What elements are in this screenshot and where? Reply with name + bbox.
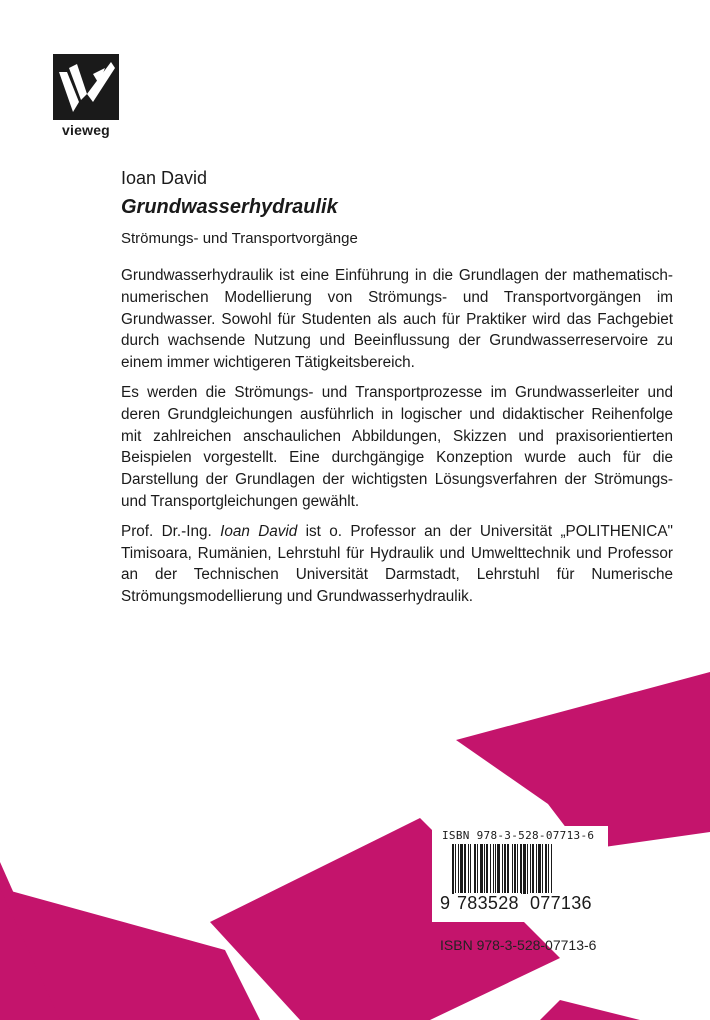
barcode-bar <box>490 844 491 894</box>
magenta-shape-bottom-right <box>540 1000 640 1020</box>
barcode-bar <box>495 844 496 894</box>
barcode-bar <box>484 844 485 894</box>
barcode-bar <box>542 844 543 894</box>
barcode-bar <box>502 844 503 894</box>
barcode-digit-group-1: 783528 <box>457 893 519 913</box>
barcode-bar <box>480 844 483 894</box>
blurb-paragraph-1: Grundwasserhydraulik ist eine Einführung in die Grundlagen der mathematisch-numerischen Modellierung von Strömungs- und Transportvorgängen im Grundwasser. Sowohl für Studenten als auch für Praktiker wird das Fachgebiet durch wachsende Nutzung und Beeinflussung der Grundwasserreservoire zu einem immer wichtigeren Tätigkeitsbereich. <box>121 267 673 372</box>
blurb-text <box>121 265 673 616</box>
barcode-lead-digit: 9 <box>440 893 451 913</box>
barcode-bar <box>507 844 509 894</box>
barcode-bar <box>532 844 534 894</box>
barcode-bar <box>514 844 516 894</box>
barcode-bar <box>474 844 476 894</box>
barcode-bar <box>545 844 547 894</box>
barcode-bar <box>517 844 518 894</box>
magenta-shape-right-top <box>456 672 710 850</box>
barcode-bar <box>460 844 463 894</box>
barcode-bar <box>512 844 513 894</box>
barcode-isbn-label: ISBN 978-3-528-07713-6 <box>442 829 595 842</box>
barcode-bar <box>452 844 454 894</box>
barcode-bar <box>530 844 531 894</box>
barcode-bar <box>548 844 549 894</box>
author-name: Ioan David <box>121 168 208 188</box>
barcode-bar <box>538 844 541 894</box>
barcode-bar <box>468 844 469 894</box>
barcode-bar <box>551 844 552 894</box>
isbn-footer: ISBN 978-3-528-07713-6 <box>440 937 597 953</box>
book-subtitle: Strömungs- und Transportvorgänge <box>121 230 358 247</box>
barcode-bar <box>504 844 506 894</box>
barcode-bar <box>493 844 494 894</box>
author-bio: ist o. Professor an der Universität „POLITHENICA" Timisoara, Rumänien, Lehrstuhl für Hydraulik und Umwelttechnik und Professor an der Technischen Universität Darmstadt, Lehrstuhl für Numerische Strömungsmodellierung und Grundwasserhydraulik. <box>121 522 673 606</box>
book-title: Grundwasserhydraulik <box>121 196 338 218</box>
barcode-bar <box>458 844 459 894</box>
barcode-bar <box>486 844 488 894</box>
publisher-logo <box>51 52 121 138</box>
author-credentials: Prof. Dr.-Ing. <box>121 522 221 540</box>
barcode-bar <box>477 844 478 894</box>
barcode-bar <box>523 844 526 894</box>
barcode-bar <box>455 844 456 894</box>
barcode-bar <box>520 844 522 894</box>
barcode-bar <box>497 844 500 894</box>
barcode-bar <box>470 844 471 894</box>
blurb-paragraph-2: Es werden die Strömungs- und Transportprozesse im Grundwasserleiter und deren Grundgleichungen ausführlich in logischer und didaktischer Reihenfolge mit zahlreichen anschaulichen Abbildungen, Skizzen und praxisorientierten Beispielen vorgestellt. Eine durchgängige Konzeption wurde auch für die Darstellung der Grundlagen der wichtigsten Lösungsverfahren der Strömungs- und Transportgleichungen gewählt. <box>121 383 673 510</box>
barcode-bar <box>536 844 537 894</box>
author-name-italic: Ioan David <box>220 522 298 540</box>
barcode-bar <box>527 844 528 894</box>
publisher-wordmark: vieweg <box>62 122 110 138</box>
blurb-paragraph-3 <box>121 521 673 608</box>
vieweg-logo-icon <box>53 54 119 120</box>
barcode-digit-group-2: 077136 <box>530 893 592 913</box>
barcode-bar <box>464 844 466 894</box>
